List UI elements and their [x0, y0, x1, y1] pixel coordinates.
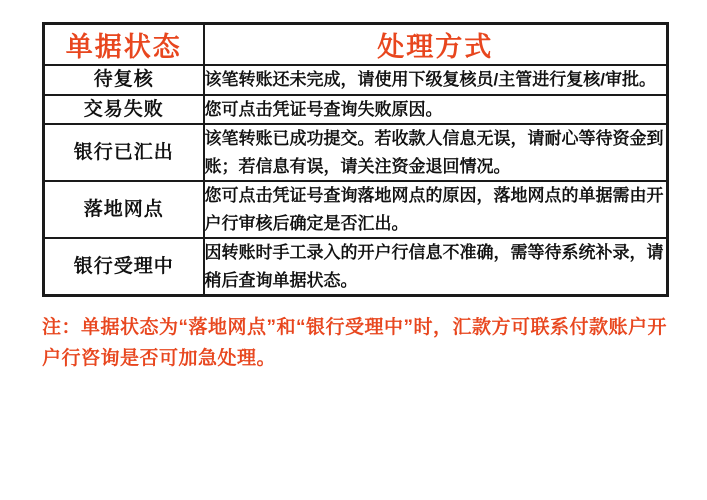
footer-note: 注：单据状态为“落地网点”和“银行受理中”时，汇款方可联系付款账户开户行咨询是否可加急处理。: [42, 317, 668, 370]
table-body: [44, 65, 668, 296]
table-header-row: [44, 24, 668, 66]
cell-status: 银行受理中: [44, 238, 204, 296]
cell-status: 交易失败: [44, 95, 204, 125]
cell-status: 落地网点: [44, 181, 204, 238]
cell-handling: 您可点击凭证号查询失败原因。: [204, 95, 668, 125]
cell-handling: 您可点击凭证号查询落地网点的原因，落地网点的单据需由开户行审核后确定是否汇出。: [204, 181, 668, 238]
column-header-handling: 处理方式: [204, 24, 668, 66]
cell-status: 待复核: [44, 65, 204, 95]
column-header-status: 单据状态: [44, 24, 204, 66]
cell-handling: 因转账时手工录入的开户行信息不准确，需等待系统补录，请稍后查询单据状态。: [204, 238, 668, 296]
cell-status: 银行已汇出: [44, 124, 204, 181]
table-row: [44, 95, 668, 125]
status-handling-table: [42, 22, 669, 297]
table-row: [44, 238, 668, 296]
cell-handling: 该笔转账已成功提交。若收款人信息无误，请耐心等待资金到账；若信息有误，请关注资金退回情况。: [204, 124, 668, 181]
cell-handling: 该笔转账还未完成，请使用下级复核员/主管进行复核/审批。: [204, 65, 668, 95]
table-header: [44, 24, 668, 66]
table-row: [44, 124, 668, 181]
table-row: [44, 65, 668, 95]
table-row: [44, 181, 668, 238]
